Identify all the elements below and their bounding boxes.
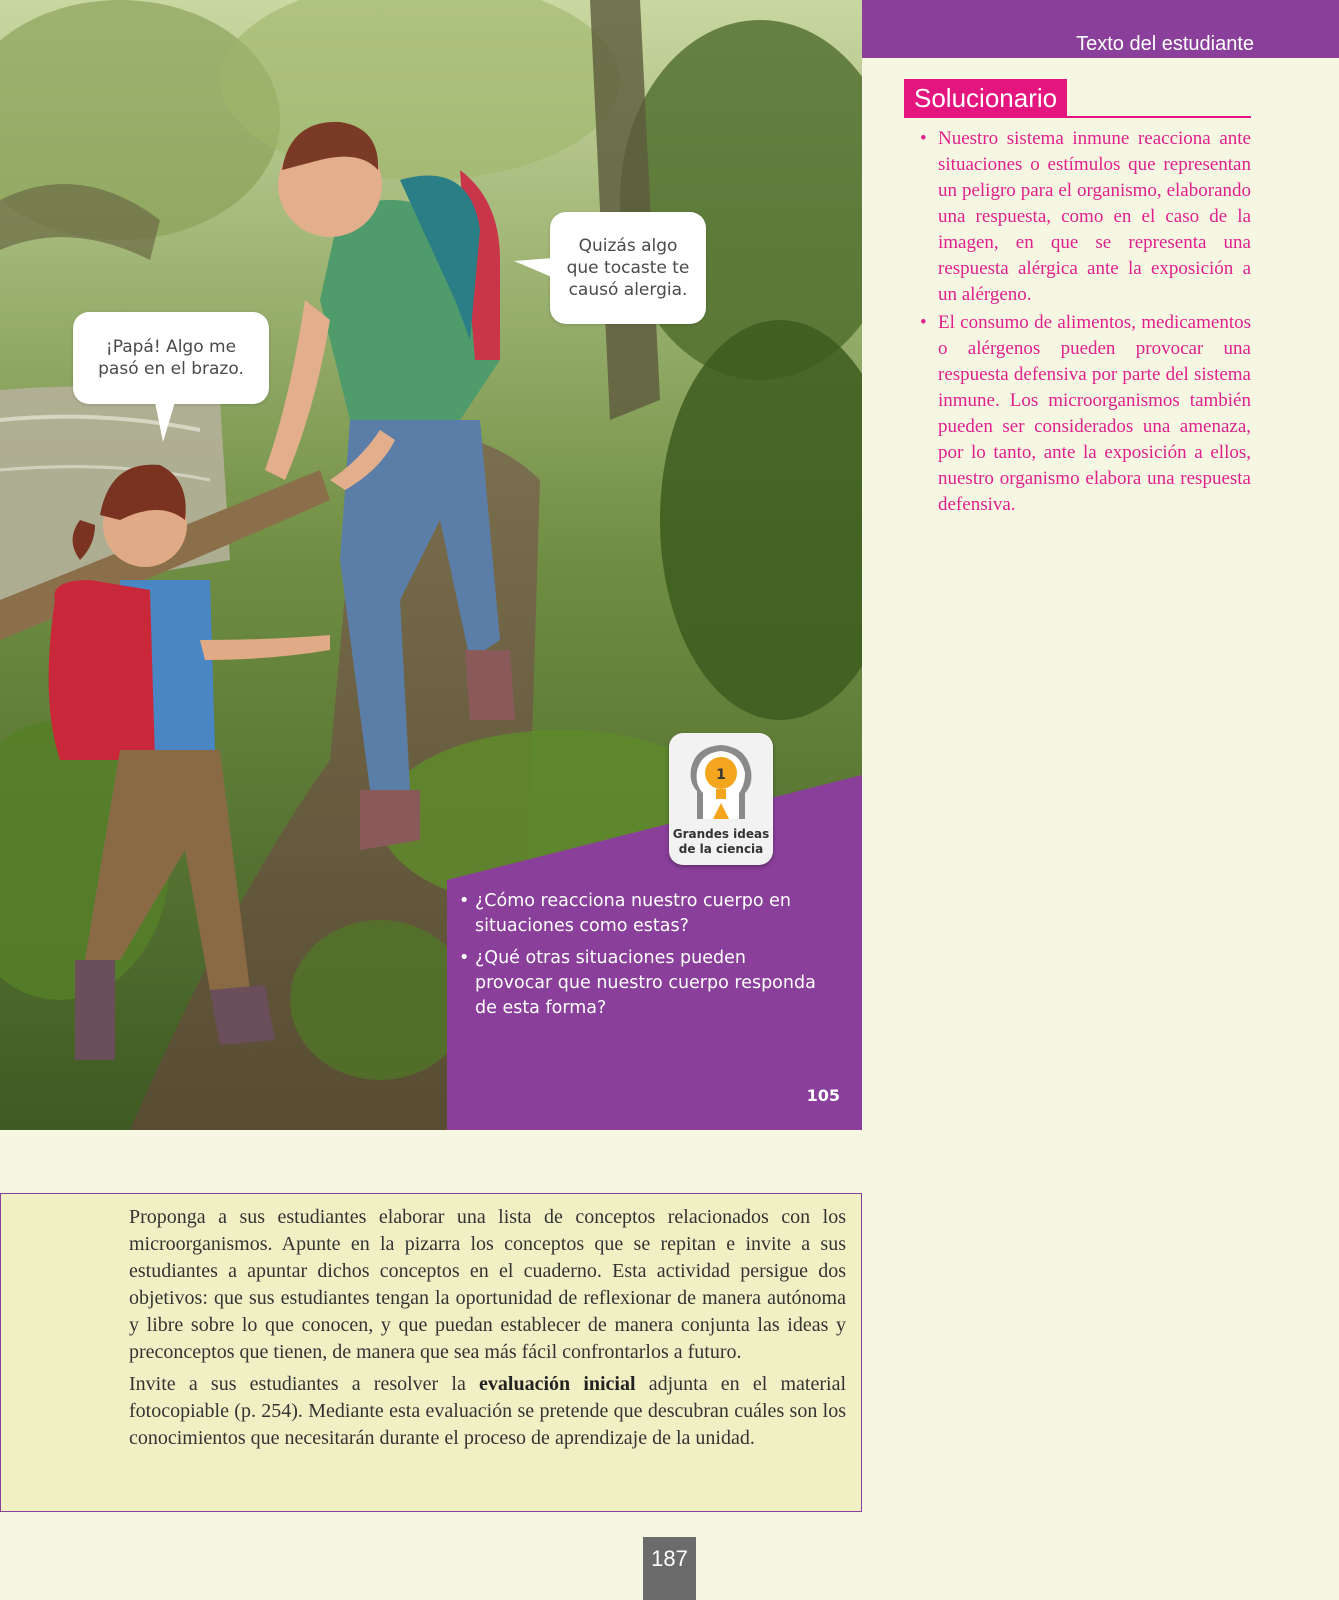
girl-speech-line: pasó en el brazo. xyxy=(98,359,244,379)
question-item: • ¿Cómo reacciona nuestro cuerpo en situaciones como estas? xyxy=(459,889,819,939)
solucionario-rule xyxy=(904,116,1251,118)
question-item: • ¿Qué otras situaciones pueden provocar que nuestro cuerpo responda de esta forma? xyxy=(459,946,819,1021)
teacher-note-box xyxy=(0,1193,862,1512)
note-text-span: adjunta en el material fotocopiable (p. 254). Mediante esta evaluación se pretende que descubran cuáles son los conocimientos que necesitarán durante el proceso de aprendizaje de la unidad. xyxy=(129,1373,846,1449)
head-bulb-icon xyxy=(683,739,759,825)
solucionario-list xyxy=(938,126,1251,520)
note-bold-term: evaluación inicial xyxy=(479,1373,636,1395)
badge-label-line: Grandes ideas xyxy=(672,827,770,841)
dad-speech-line: que tocaste te xyxy=(566,258,690,278)
student-book-illustration xyxy=(0,0,862,1130)
inner-page-number: 105 xyxy=(806,1086,840,1105)
girl-speech-tail xyxy=(155,402,175,442)
note-text-span: Invite a sus estudiantes a resolver la xyxy=(129,1373,480,1395)
dad-speech-tail xyxy=(514,258,554,282)
reflection-questions xyxy=(459,889,819,1028)
page-number: 187 xyxy=(643,1537,696,1600)
header-title: Texto del estudiante xyxy=(1076,33,1254,55)
badge-label-line: de la ciencia xyxy=(678,842,764,856)
dad-speech-line: Quizás algo xyxy=(578,236,678,256)
solucionario-item: • Nuestro sistema inmune reacciona ante situaciones o estímulos que representan un peligro para el organismo, elaborando una respuesta, como en el caso de la imagen, en que se representa una respuesta alérgica ante la exposición a un alérgeno. xyxy=(938,126,1251,308)
badge-label xyxy=(669,827,773,857)
grandes-ideas-badge xyxy=(669,733,773,865)
dad-speech-bubble xyxy=(550,212,706,324)
solucionario-title: Solucionario xyxy=(904,79,1067,117)
badge-number: 1 xyxy=(716,767,726,783)
solucionario-item: • El consumo de alimentos, medicamentos o alérgenos pueden provocar una respuesta defensiva por parte del sistema inmune. Los microorganismos también pueden ser considerados una amenaza, por lo tanto, ante la exposición a ellos, nuestro organismo elabora una respuesta defensiva. xyxy=(938,310,1251,518)
girl-speech-bubble xyxy=(73,312,269,404)
header-bar xyxy=(862,0,1339,58)
teacher-note-text xyxy=(129,1204,846,1457)
note-paragraph xyxy=(129,1371,846,1452)
dad-speech-line: causó alergia. xyxy=(568,280,688,300)
girl-speech-line: ¡Papá! Algo me xyxy=(105,337,237,357)
note-paragraph: Proponga a sus estudiantes elaborar una lista de conceptos relacionados con los microorganismos. Apunte en la pizarra los conceptos que se repitan e invite a sus estudiantes a apuntar dichos conceptos en el cuaderno. Esta actividad persigue dos objetivos: que sus estudiantes tengan la oportunidad de reflexionar de manera autónoma y libre sobre lo que conocen, y que puedan establecer de manera conjunta las ideas y preconceptos que tienen, de manera que sea más fácil confrontarlos a futuro. xyxy=(129,1206,846,1363)
